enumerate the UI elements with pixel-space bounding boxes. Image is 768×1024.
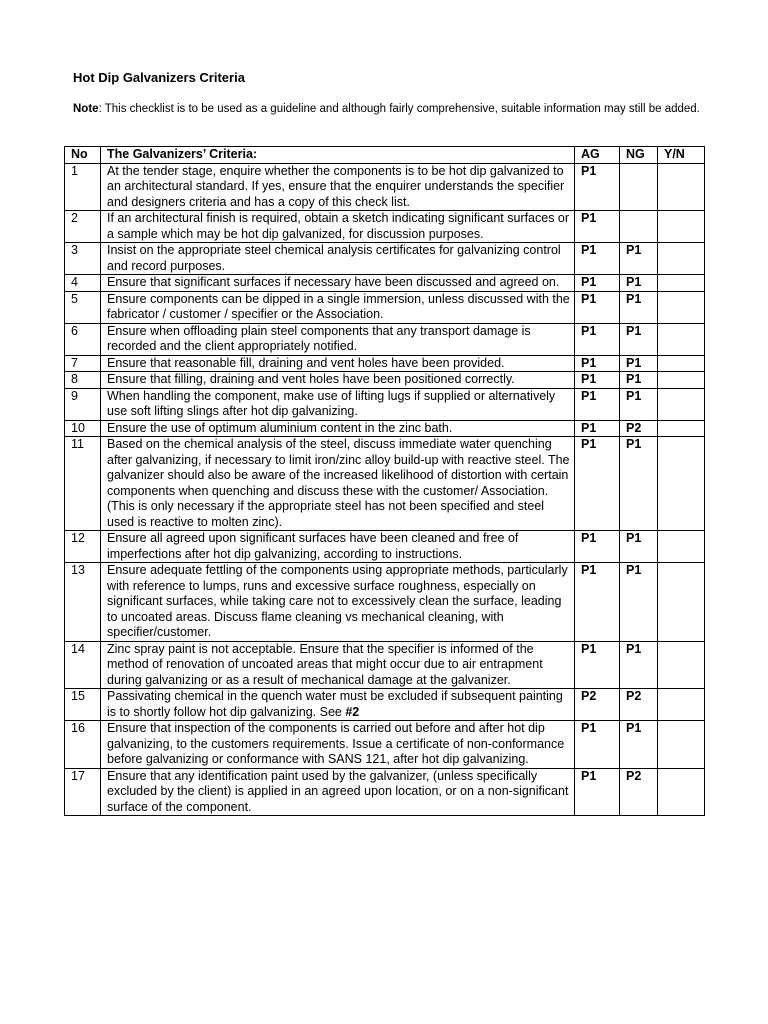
ng-priority: P1 xyxy=(620,355,658,372)
header-row xyxy=(65,147,705,164)
criteria-text-body: Ensure that inspection of the components is carried out before and after hot dip galvanizing, to the customers requirements. Issue a certificate of non-conformance before galvanizing or conformance with SANS 121, after hot dip galvanizing. xyxy=(107,721,565,766)
ag-priority: P2 xyxy=(575,689,620,721)
row-number: 17 xyxy=(65,768,101,816)
ag-priority: P1 xyxy=(575,275,620,292)
ng-priority xyxy=(620,211,658,243)
ng-priority: P1 xyxy=(620,437,658,531)
criteria-text-body: Insist on the appropriate steel chemical analysis certificates for galvanizing control and record purposes. xyxy=(107,243,561,273)
row-number: 7 xyxy=(65,355,101,372)
table-row xyxy=(65,163,705,211)
table-row xyxy=(65,323,705,355)
ng-priority: P2 xyxy=(620,768,658,816)
yn-checkbox-cell xyxy=(658,689,705,721)
row-number: 9 xyxy=(65,388,101,420)
ag-priority: P1 xyxy=(575,721,620,769)
table-row xyxy=(65,372,705,389)
ng-priority: P1 xyxy=(620,563,658,642)
table-row xyxy=(65,641,705,689)
table-row xyxy=(65,563,705,642)
ng-priority: P1 xyxy=(620,388,658,420)
ng-priority xyxy=(620,163,658,211)
ng-priority: P1 xyxy=(620,275,658,292)
ag-priority: P1 xyxy=(575,768,620,816)
row-number: 4 xyxy=(65,275,101,292)
criteria-text xyxy=(101,563,575,642)
criteria-text-body: Passivating chemical in the quench water must be excluded if subsequent painting is to shortly follow hot dip galvanizing. See xyxy=(107,689,563,719)
row-number: 13 xyxy=(65,563,101,642)
table-row xyxy=(65,388,705,420)
table-row xyxy=(65,689,705,721)
criteria-text xyxy=(101,388,575,420)
yn-checkbox-cell xyxy=(658,243,705,275)
note-text: : This checklist is to be used as a guideline and although fairly comprehensive, suitable information may still be added. xyxy=(98,103,700,115)
criteria-text xyxy=(101,531,575,563)
row-number: 16 xyxy=(65,721,101,769)
yn-checkbox-cell xyxy=(658,291,705,323)
ng-priority: P1 xyxy=(620,721,658,769)
yn-checkbox-cell xyxy=(658,388,705,420)
row-number: 12 xyxy=(65,531,101,563)
yn-checkbox-cell xyxy=(658,355,705,372)
criteria-text xyxy=(101,291,575,323)
table-row xyxy=(65,291,705,323)
row-number: 8 xyxy=(65,372,101,389)
criteria-text xyxy=(101,243,575,275)
ng-priority: P1 xyxy=(620,372,658,389)
criteria-text-body: Zinc spray paint is not acceptable. Ensure that the specifier is informed of the method of renovation of uncoated areas that might occur due to air entrapment during galvanizing or as a result of mechanical damage at the galvanizer. xyxy=(107,641,543,687)
criteria-text-body: Ensure the use of optimum aluminium content in the zinc bath. xyxy=(107,420,453,435)
criteria-text xyxy=(101,211,575,243)
ag-priority: P1 xyxy=(575,243,620,275)
header-yn: Y/N xyxy=(658,147,705,164)
row-number: 10 xyxy=(65,420,101,437)
yn-checkbox-cell xyxy=(658,563,705,642)
ag-priority: P1 xyxy=(575,355,620,372)
row-number: 14 xyxy=(65,641,101,689)
criteria-text xyxy=(101,420,575,437)
yn-checkbox-cell xyxy=(658,437,705,531)
table-row xyxy=(65,437,705,531)
row-number: 2 xyxy=(65,211,101,243)
ng-priority: P2 xyxy=(620,689,658,721)
criteria-table xyxy=(64,146,705,816)
criteria-text-body: Ensure that any identification paint used by the galvanizer, (unless specifically excluded by the client) is applied in an agreed upon location, or on a non-significant surface of the component. xyxy=(107,768,569,814)
criteria-text-body: Ensure that significant surfaces if necessary have been discussed and agreed on. xyxy=(107,275,560,289)
yn-checkbox-cell xyxy=(658,721,705,769)
yn-checkbox-cell xyxy=(658,323,705,355)
criteria-text xyxy=(101,768,575,816)
ng-priority: P1 xyxy=(620,323,658,355)
ag-priority: P1 xyxy=(575,211,620,243)
table-row xyxy=(65,211,705,243)
criteria-text-body: Ensure that reasonable fill, draining and vent holes have been provided. xyxy=(107,355,505,370)
table-row xyxy=(65,355,705,372)
yn-checkbox-cell xyxy=(658,420,705,437)
note-label: Note xyxy=(73,103,99,115)
header-ag: AG xyxy=(575,147,620,164)
yn-checkbox-cell xyxy=(658,641,705,689)
header-criteria: The Galvanizers’ Criteria: xyxy=(101,147,575,164)
criteria-text-body: At the tender stage, enquire whether the components is to be hot dip galvanized to an architectural standard. If yes, ensure that the enquirer understands the specifier and designers criteria and has a copy of this check list. xyxy=(107,163,565,209)
ng-priority: P1 xyxy=(620,641,658,689)
ag-priority: P1 xyxy=(575,163,620,211)
criteria-text-body: Ensure adequate fettling of the components using appropriate methods, particularly with reference to lumps, runs and excessive surface roughness, especially on significant surfaces, while taking care not to excessively clean the surface, leading to uncoated areas. Discuss flame cleaning vs mechanical cleaning, with specifier/customer. xyxy=(107,563,568,639)
table-row xyxy=(65,420,705,437)
ng-priority: P1 xyxy=(620,243,658,275)
criteria-text-body: Ensure when offloading plain steel components that any transport damage is recorded and the client appropriately notified. xyxy=(107,323,531,353)
criteria-text xyxy=(101,355,575,372)
row-number: 6 xyxy=(65,323,101,355)
note-paragraph xyxy=(73,102,703,117)
yn-checkbox-cell xyxy=(658,768,705,816)
criteria-reference: #2 xyxy=(345,704,360,719)
ag-priority: P1 xyxy=(575,291,620,323)
table-row xyxy=(65,768,705,816)
ag-priority: P1 xyxy=(575,437,620,531)
ag-priority: P1 xyxy=(575,641,620,689)
criteria-text-body: Ensure components can be dipped in a single immersion, unless discussed with the fabricator / customer / specifier or the Association. xyxy=(107,291,570,321)
yn-checkbox-cell xyxy=(658,211,705,243)
criteria-text-body: Ensure that filling, draining and vent holes have been positioned correctly. xyxy=(107,372,515,386)
criteria-text xyxy=(101,275,575,292)
ag-priority: P1 xyxy=(575,420,620,437)
criteria-text xyxy=(101,437,575,531)
criteria-text xyxy=(101,163,575,211)
ag-priority: P1 xyxy=(575,323,620,355)
criteria-text-body: When handling the component, make use of lifting lugs if supplied or alternatively use soft lifting slings after hot dip galvanizing. xyxy=(107,388,556,418)
row-number: 11 xyxy=(65,437,101,531)
criteria-text-body: Ensure all agreed upon significant surfaces have been cleaned and free of imperfections after hot dip galvanizing, according to instructions. xyxy=(107,531,519,561)
table-row xyxy=(65,531,705,563)
criteria-text-body: Based on the chemical analysis of the steel, discuss immediate water quenching after galvanizing, if necessary to limit iron/zinc alloy build-up with reactive steel. The galvanizer should also be aware of the increased likelihood of distortion with certain components when quenching and discuss these with the customer/ Association. (This is only necessary if the appropriate steel has not been specified and steel used is reactive to molten zinc). xyxy=(107,437,570,529)
header-ng: NG xyxy=(620,147,658,164)
table-row xyxy=(65,721,705,769)
criteria-text xyxy=(101,689,575,721)
criteria-text xyxy=(101,323,575,355)
row-number: 5 xyxy=(65,291,101,323)
ng-priority: P1 xyxy=(620,531,658,563)
header-no: No xyxy=(65,147,101,164)
ag-priority: P1 xyxy=(575,531,620,563)
criteria-text xyxy=(101,372,575,389)
yn-checkbox-cell xyxy=(658,163,705,211)
yn-checkbox-cell xyxy=(658,275,705,292)
yn-checkbox-cell xyxy=(658,531,705,563)
table-row xyxy=(65,275,705,292)
row-number: 3 xyxy=(65,243,101,275)
ag-priority: P1 xyxy=(575,388,620,420)
page-title: Hot Dip Galvanizers Criteria xyxy=(73,70,245,85)
ng-priority: P2 xyxy=(620,420,658,437)
table-row xyxy=(65,243,705,275)
criteria-text xyxy=(101,641,575,689)
ag-priority: P1 xyxy=(575,372,620,389)
ng-priority: P1 xyxy=(620,291,658,323)
ag-priority: P1 xyxy=(575,563,620,642)
criteria-text xyxy=(101,721,575,769)
criteria-text-body: If an architectural finish is required, obtain a sketch indicating significant surfaces or a sample which may be hot dip galvanized, for discussion purposes. xyxy=(107,211,570,241)
row-number: 15 xyxy=(65,689,101,721)
yn-checkbox-cell xyxy=(658,372,705,389)
row-number: 1 xyxy=(65,163,101,211)
